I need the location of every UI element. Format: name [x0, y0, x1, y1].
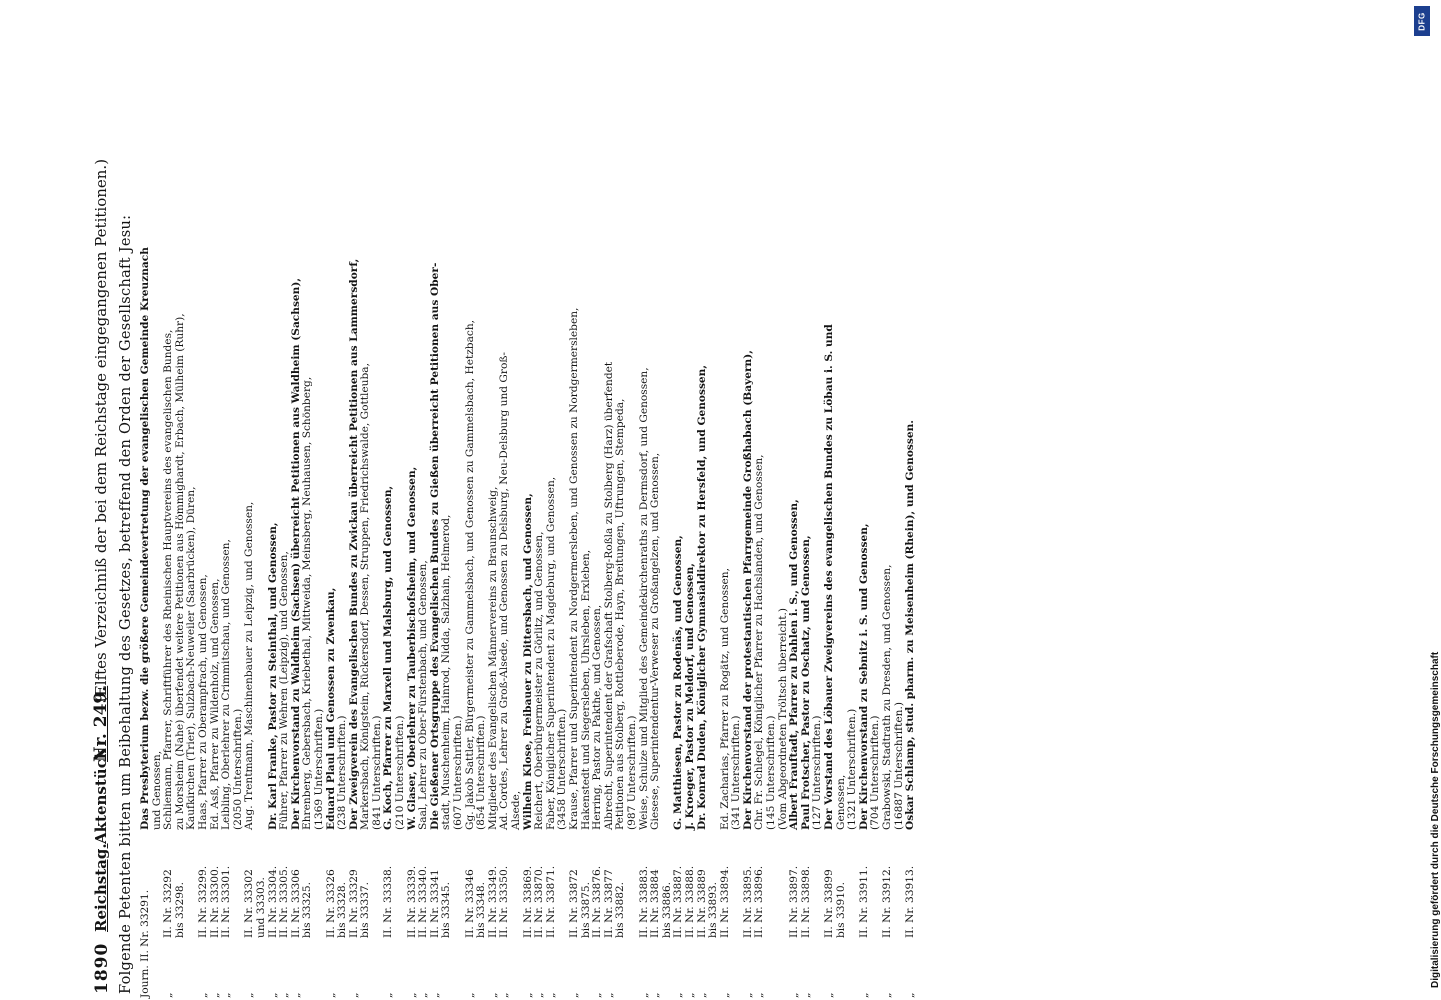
petition-text: Aug. Trentmann, Maschinenbauer zu Leipzig, und Genossen,: [243, 501, 256, 830]
petition-text: Weise, Schulze und Mitglied des Gemeindekirchenraths zu Dermsdorf, und Genossen,: [637, 367, 650, 830]
petition-line: [395, 0, 407, 1000]
journal-mark: „: [196, 992, 209, 998]
journal-number: II. Nr. 33340.: [417, 865, 430, 938]
journal-number: II. Nr. 33899: [823, 869, 836, 938]
petition-text: (238 Unterschriften.): [336, 715, 349, 830]
journal-number: bis 33345.: [440, 881, 453, 938]
journal-mark: „: [521, 992, 534, 998]
journal-number: II. Nr. 33877: [602, 869, 615, 938]
journal-number: II. Nr. 33887.: [672, 865, 685, 938]
petition-text: (704 Unterschriften.): [869, 715, 882, 830]
petition-text: Oskar Schlamp, stud. pharm. zu Meisenheim (Rhein), und Genossen.: [904, 420, 917, 830]
petition-text: Faber, Königlicher Superintendent zu Magdeburg, und Genossen,: [544, 476, 557, 830]
journal-number: II. Nr. 33883.: [637, 865, 650, 938]
petition-text: Ad. Cordes, Lehrer zu Groß-Alsede, und Genossen zu Delsburg, Neu-Delsburg und Groß-: [498, 352, 511, 830]
petition-line: [407, 0, 419, 1000]
petition-line: [766, 0, 778, 1000]
petition-text: (145 Unterschriften.): [765, 715, 778, 830]
journal-number: II. Nr. 33871.: [544, 865, 557, 938]
journal-mark: „: [683, 992, 696, 998]
petition-line: [523, 0, 535, 1000]
petition-line: [673, 0, 685, 1000]
petition-line: [511, 0, 523, 1000]
journal-mark: „: [753, 992, 766, 998]
intro-line: Folgende Petenten bitten um Beibehaltung des Gesetzes, betreffend den Orden der Gesellschaft Jesu:: [118, 214, 134, 994]
petition-text: Der Kirchenvorstand zu Waldheim (Sachsen) überreicht Petitionen aus Waldheim (Sachsen),: [289, 277, 302, 830]
journal-number: II. Nr. 33898.: [799, 865, 812, 938]
journal-mark: „: [220, 992, 233, 998]
petition-line: [905, 0, 917, 1000]
journal-number: II. Nr. 33888.: [683, 865, 696, 938]
petition-list: [140, 0, 917, 1000]
petition-text: J. Kroeger, Pastor zu Meldorf, und Genossen,: [683, 563, 696, 830]
petition-line: [198, 0, 210, 1000]
petition-line: [383, 0, 395, 1000]
journal-number: und 33303.: [254, 877, 267, 938]
journal-number: II. Nr. 33897.: [788, 865, 801, 938]
journal-mark: „: [417, 992, 430, 998]
petition-text: Grabowski, Stadtrath zu Dresden, und Genossen,: [881, 564, 893, 830]
petition-text: W. Glaser, Oberlehrer zu Tauberbischofsheim, und Genossen,: [405, 466, 418, 830]
journal-number: II. Nr. 33872: [567, 869, 580, 938]
petition-text: (127 Unterschriften.): [811, 715, 824, 830]
journal-number: II. Nr. 33306: [289, 869, 302, 938]
petition-text: Der Kirchenvorstand zu Sebnitz i. S. und Genossen,: [857, 523, 870, 830]
petition-line: [882, 0, 894, 1000]
petition-line: [279, 0, 291, 1000]
rotated-page: [40, 0, 1380, 1000]
journal-number: bis 33875.: [579, 881, 592, 938]
journal-mark: „: [637, 992, 650, 998]
petition-line: [662, 0, 674, 1000]
petition-line: [592, 0, 604, 1000]
petition-line: [569, 0, 581, 1000]
petition-line: [360, 0, 372, 1000]
petition-text: (341 Unterschriften.): [730, 715, 743, 830]
journal-mark: „: [382, 992, 395, 998]
journal-mark: „: [672, 992, 685, 998]
journal-number: II. Nr. 33884: [649, 869, 662, 938]
petition-text: (210 Unterschriften.): [394, 715, 407, 830]
journal-mark: „: [881, 992, 893, 998]
journal-number: bis 33910.: [834, 881, 847, 938]
petition-line: [210, 0, 222, 1000]
petition-text: (2050 Unterschriften.): [231, 708, 244, 830]
petition-line: [546, 0, 558, 1000]
petition-text: Der Kirchenvorstand der protestantischen Pfarrgemeinde Großhabach (Bayern),: [741, 350, 754, 830]
petition-text: Leibling, Oberlehrer zu Crimmitschau, und Genossen,: [220, 539, 233, 830]
petition-line: [581, 0, 593, 1000]
petition-line: [847, 0, 859, 1000]
petition-text: Die Gießener Ortsgruppe des Evangelischen Bundes zu Gießen überreicht Petitionen aus Ober-: [428, 262, 441, 830]
petition-line: [186, 0, 198, 1000]
petition-text: Herring, Pastor zu Pakthe, und Genossen,: [591, 604, 604, 830]
header-title: (Elftes Verzeichniß der bei dem Reichstage eingegangenen Petitionen.): [92, 158, 110, 702]
petition-line: [720, 0, 732, 1000]
journal-number: bis 33337.: [359, 881, 372, 938]
petition-text: Giesese, Superintendentur-Verweser zu Großangelzen, und Genossen,: [649, 452, 662, 830]
page-header: [84, 4, 118, 994]
petition-line: [337, 0, 349, 1000]
journal-number: II. Nr. 33326: [324, 869, 337, 938]
petition-line: [697, 0, 709, 1000]
header-chamber: Reichstag.: [92, 843, 110, 932]
petition-text: Wilhelm Klose, Freibauer zu Dittersbach, und Genossen,: [521, 493, 534, 830]
petition-line: [453, 0, 465, 1000]
petition-text: Dr. Karl Franke, Pastor zu Steinthal, und Genossen,: [266, 522, 279, 830]
petition-text: Das Presbyterium bezw. die größere Gemeindevertretung der evangelischen Gemeinde Kreuznach: [139, 247, 151, 830]
petition-line: [441, 0, 453, 1000]
petition-text: zu Morsheim (Nahe) überfendet weitere Petitionen aus Hömmighardt, Erbach, Mülheim (Ruhr),: [173, 313, 186, 830]
petition-line: [615, 0, 627, 1000]
journal-number: II. Nr. 33338.: [382, 865, 395, 938]
journal-number: II. Nr. 33304.: [266, 865, 279, 938]
journal-number: II. Nr. 33870.: [533, 865, 546, 938]
journal-mark: „: [857, 992, 870, 998]
journal-mark: „: [162, 992, 175, 998]
journal-mark: „: [208, 992, 221, 998]
petition-text: Mitglieder des Evangelischen Männervereins zu Braunschweig,: [486, 486, 499, 830]
journal-mark: Journ. II. Nr. 33291.: [139, 889, 151, 998]
journal-number: II. Nr. 33889: [695, 869, 708, 938]
petition-line: [244, 0, 256, 1000]
petition-text: Gg. Jakob Sattler, Bürgermeister zu Gammelsbach, und Genossen zu Gammelsbach, Hetzbach,: [463, 319, 476, 830]
petition-line: [233, 0, 245, 1000]
journal-mark: „: [266, 992, 279, 998]
journal-mark: „: [428, 992, 441, 998]
petition-text: Hakenstedt und Siegersleben, Uhrsleben, Erxleben,: [579, 549, 592, 830]
petition-text: Ed. Asß, Pfarrer zu Wildenholz, und Genossen,: [208, 578, 221, 830]
petition-text: (3458 Unterschriften.): [556, 708, 569, 830]
journal-mark: „: [498, 992, 511, 998]
petition-text: Alsede,: [510, 790, 522, 830]
journal-number: II. Nr. 33350.: [498, 865, 511, 938]
dfg-logo: DFG: [1414, 6, 1430, 36]
petition-text: Saal, Lehrer zu Ober-Fürstenbach, und Genossen,: [417, 560, 430, 830]
petition-text: G. Matthiesen, Pastor zu Rodenäs, und Genossen,: [672, 535, 685, 830]
journal-mark: „: [324, 992, 337, 998]
petition-line: [314, 0, 326, 1000]
journal-number: II. Nr. 33346: [463, 869, 476, 938]
journal-number: II. Nr. 33894.: [718, 865, 731, 938]
header-number: Nr. 249.: [91, 685, 111, 762]
petition-text: Kaufkirchen (Trier), Sulzbach-Neuweiler (Saarbrücken), Düren,: [185, 486, 198, 830]
petition-text: Eduard Plaul und Genossen zu Zwenkau,: [324, 587, 337, 830]
petition-line: [789, 0, 801, 1000]
petition-line: [650, 0, 662, 1000]
petition-line: [824, 0, 836, 1000]
journal-mark: „: [695, 992, 708, 998]
petition-text: Petitionen aus Stolberg, Rottleberode, Hayn, Breitungen, Uftrungen, Stempeda,: [614, 398, 627, 830]
journal-mark: „: [533, 992, 546, 998]
journal-mark: „: [788, 992, 801, 998]
petition-line: [708, 0, 720, 1000]
journal-mark: „: [289, 992, 302, 998]
petition-text: (Vom Abgeordneten Tröltsch überreicht.): [776, 607, 789, 830]
journal-mark: „: [567, 992, 580, 998]
journal-number: II. Nr. 33911.: [857, 865, 870, 938]
petition-line: [801, 0, 813, 1000]
petition-text: Albert Frauftadt, Pfarrer zu Dahlen i. S., und Genossen,: [788, 499, 801, 830]
petition-text: stadt, Muschenheim, Hainrod, Nidda, Salzhain, Helmerod,: [440, 514, 453, 830]
journal-mark: „: [799, 992, 812, 998]
journal-mark: „: [347, 992, 360, 998]
petition-text: Der Zweigverein des Evangelischen Bundes zu Zwickau überreicht Petitionen aus Lammersdorf,: [347, 258, 360, 830]
petition-text: Albrecht, Superintendent der Grafschaft Stolberg-Roßla zu Stolberg (Harz) überfendet: [602, 361, 615, 830]
journal-mark: „: [243, 992, 256, 998]
journal-number: bis 33882.: [614, 881, 627, 938]
journal-mark: „: [591, 992, 604, 998]
journal-number: bis 33298.: [173, 881, 186, 938]
journal-number: II. Nr. 33913.: [904, 865, 917, 938]
journal-mark: „: [904, 992, 917, 998]
petition-line: [859, 0, 871, 1000]
petition-line: [326, 0, 338, 1000]
journal-number: II. Nr. 33912.: [881, 865, 893, 938]
funding-note: Digitalisierung gefördert durch die Deutsche Forschungsgemeinschaft: [1430, 651, 1441, 988]
petition-line: [627, 0, 639, 1000]
journal-number: II. Nr. 33339.: [405, 865, 418, 938]
journal-number: II. Nr. 33869.: [521, 865, 534, 938]
petition-text: (841 Unterschriften.): [370, 715, 383, 830]
petition-text: G. Koch, Pfarrer zu Marxell und Malsburg, und Genossen,: [382, 485, 395, 830]
petition-text: Reichert, Oberbürgermeister zu Görlitz, und Genossen,: [533, 531, 546, 830]
petition-text: Dr. Konrad Duden, Königlicher Gymnasialdirektor zu Hersfeld, und Genossen,: [695, 364, 708, 830]
petition-text: und Genossen,: [150, 750, 163, 830]
header-year: 1890: [92, 942, 112, 994]
petition-text: Der Vorstand des Löbauer Zweigvereins des evangelischen Bundes zu Löbau i. S. und: [823, 324, 836, 830]
petition-text: Ehrenberg, Gebersbach, Kriebethal, Mittweida, Meinsberg, Neuhausen, Schönberg,: [301, 376, 314, 830]
petition-line: [140, 0, 152, 1000]
petition-line: [685, 0, 697, 1000]
petition-line: [870, 0, 882, 1000]
journal-number: II. Nr. 33300.: [208, 865, 221, 938]
journal-mark: „: [278, 992, 291, 998]
petition-text: (987 Unterschriften.): [625, 715, 638, 830]
petition-text: Krause, Pfarrer und Superintendent zu Nordgermersleben, und Genossen zu Nordgermersleben,: [567, 307, 580, 830]
journal-mark: „: [463, 992, 476, 998]
petition-line: [465, 0, 477, 1000]
petition-line: [754, 0, 766, 1000]
journal-number: bis 33328.: [336, 881, 349, 938]
journal-mark: „: [649, 992, 662, 998]
journal-number: II. Nr. 33299.: [196, 865, 209, 938]
journal-number: II. Nr. 33896.: [753, 865, 766, 938]
petition-line: [499, 0, 511, 1000]
journal-number: II. Nr. 33292: [162, 869, 175, 938]
petition-text: (1321 Unterschriften.): [846, 708, 859, 830]
petition-text: Paul Frotscher, Pastor zu Oschatz, und Genossen,: [799, 535, 812, 830]
journal-number: II. Nr. 33329: [347, 869, 360, 938]
journal-mark: „: [544, 992, 557, 998]
journal-number: bis 33886.: [660, 881, 673, 938]
journal-number: bis 33893.: [707, 881, 720, 938]
petition-text: (607 Unterschriften.): [452, 715, 465, 830]
petition-line: [256, 0, 268, 1000]
petition-text: Führer, Pfarrer zu Wehren (Leipzig), und Genossen,: [278, 551, 291, 830]
petition-text: Chr. Fr. Schlegel, Königlicher Pfarrer zu Hachslanden, und Genossen,: [753, 454, 766, 830]
petition-line: [302, 0, 314, 1000]
journal-mark: „: [486, 992, 499, 998]
digitization-caption: [1412, 0, 1441, 1000]
journal-number: II. Nr. 33349.: [486, 865, 499, 938]
journal-number: bis 33348.: [475, 881, 488, 938]
petition-line: [836, 0, 848, 1000]
journal-number: II. Nr. 33302: [243, 869, 256, 938]
journal-mark: „: [823, 992, 836, 998]
journal-number: II. Nr. 33341: [428, 869, 441, 938]
journal-mark: „: [405, 992, 418, 998]
petition-line: [268, 0, 280, 1000]
petition-text: Schliemann, Pfarrer, Schriftführer des Rheinischen Hauptvereins des evangelischen Bundes,: [162, 329, 175, 830]
petition-text: Ed. Zacharias, Pfarrer zu Rogätz, und Genossen,: [718, 568, 731, 830]
petition-text: (854 Unterschriften.): [475, 715, 488, 830]
journal-mark: „: [602, 992, 615, 998]
petition-line: [221, 0, 233, 1000]
petition-text: Genossen,: [834, 774, 847, 830]
petition-text: Haas, Pfarrer zu Oberampfrach, und Genossen,: [196, 574, 209, 830]
journal-number: II. Nr. 33895.: [741, 865, 754, 938]
petition-text: (1369 Unterschriften.): [312, 708, 325, 830]
header-doc-type: Aktenstück: [92, 748, 110, 844]
journal-mark: „: [741, 992, 754, 998]
petition-line: [430, 0, 442, 1000]
journal-number: bis 33325.: [301, 881, 314, 938]
journal-number: II. Nr. 33301.: [220, 865, 233, 938]
journal-number: II. Nr. 33305.: [278, 865, 291, 938]
journal-number: II. Nr. 33876.: [591, 865, 604, 938]
journal-mark: „: [718, 992, 731, 998]
petition-text: (16887 Unterschriften.): [892, 702, 905, 830]
petition-text: Markersbach, Königstein, Rückersdorf, Dessen, Struppen, Friedrichswalde, Gottleuba,: [359, 363, 372, 830]
